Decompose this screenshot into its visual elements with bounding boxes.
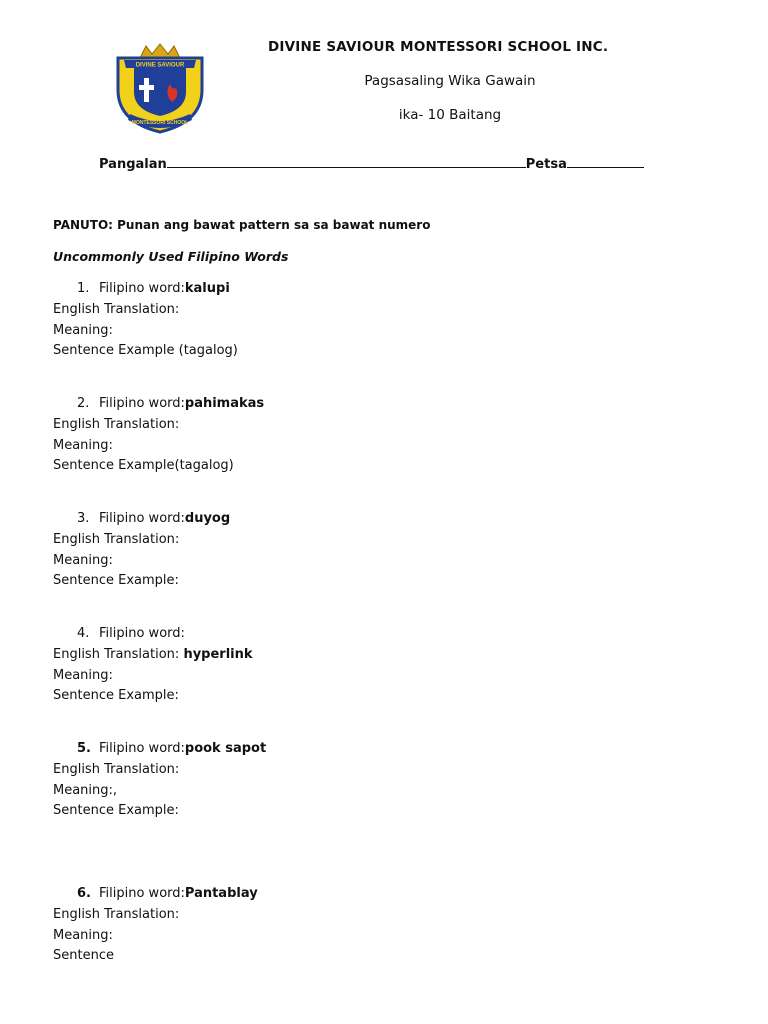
filipino-word: pook sapot [184, 741, 267, 756]
word-label: Filipino word: [99, 281, 185, 296]
meaning-label: Meaning:, [53, 782, 118, 798]
example-label: Sentence Example: [53, 688, 179, 704]
school-name: DIVINE SAVIOUR MONTESSORI SCHOOL INC. [268, 39, 609, 55]
translation-label: English Translation: [53, 761, 180, 777]
name-blank [167, 153, 526, 168]
name-label: Pangalan [99, 157, 167, 172]
translation-label: English Translation: [53, 906, 180, 922]
logo-top-text: DIVINE SAVIOUR [135, 62, 185, 69]
meaning-label: Meaning: [53, 667, 113, 683]
translation-label: English Translation: [53, 416, 180, 432]
name-date-line [99, 153, 644, 172]
word-label: Filipino word: [99, 396, 185, 411]
example-label: Sentence Example (tagalog) [53, 343, 238, 359]
list-item [53, 509, 230, 592]
list-item [53, 739, 266, 822]
example-label: Sentence Example: [53, 803, 179, 819]
list-item [53, 624, 253, 707]
worksheet-subtitle: Pagsasaling Wika Gawain [364, 73, 536, 89]
word-label: Filipino word: [99, 626, 185, 641]
word-label: Filipino word: [99, 886, 185, 901]
filipino-word: duyog [184, 511, 231, 526]
filipino-word: kalupi [184, 281, 230, 296]
translation-label: English Translation: [53, 301, 180, 317]
list-item [53, 394, 264, 477]
list-item [53, 884, 258, 967]
item-number: 3. [77, 511, 90, 526]
date-blank [567, 153, 644, 168]
meaning-label: Meaning: [53, 552, 113, 568]
list-item [53, 279, 238, 362]
item-number: 4. [77, 626, 90, 641]
example-label: Sentence [53, 948, 114, 964]
item-number: 2. [77, 396, 90, 411]
item-number: 6. [77, 886, 91, 901]
filipino-word: pahimakas [184, 396, 265, 411]
meaning-label: Meaning: [53, 437, 113, 453]
logo-bottom-text: MONTESSORI SCHOOL [131, 120, 189, 126]
word-label: Filipino word: [99, 511, 185, 526]
word-label: Filipino word: [99, 741, 185, 756]
logo-crown [140, 44, 180, 58]
example-label: Sentence Example: [53, 573, 179, 589]
item-number: 1. [77, 281, 90, 296]
translation-value: hyperlink [183, 646, 253, 662]
instructions: PANUTO: Punan ang bawat pattern sa sa bawat numero [53, 218, 431, 232]
filipino-word: Pantablay [184, 886, 258, 901]
meaning-label: Meaning: [53, 322, 113, 338]
item-number: 5. [77, 741, 91, 756]
translation-label: English Translation: [53, 646, 180, 662]
meaning-label: Meaning: [53, 927, 113, 943]
date-label: Petsa [525, 157, 567, 172]
section-title: Uncommonly Used Filipino Words [53, 249, 289, 264]
example-label: Sentence Example(tagalog) [53, 458, 234, 474]
grade-level: ika- 10 Baitang [398, 107, 502, 123]
translation-label: English Translation: [53, 531, 180, 547]
